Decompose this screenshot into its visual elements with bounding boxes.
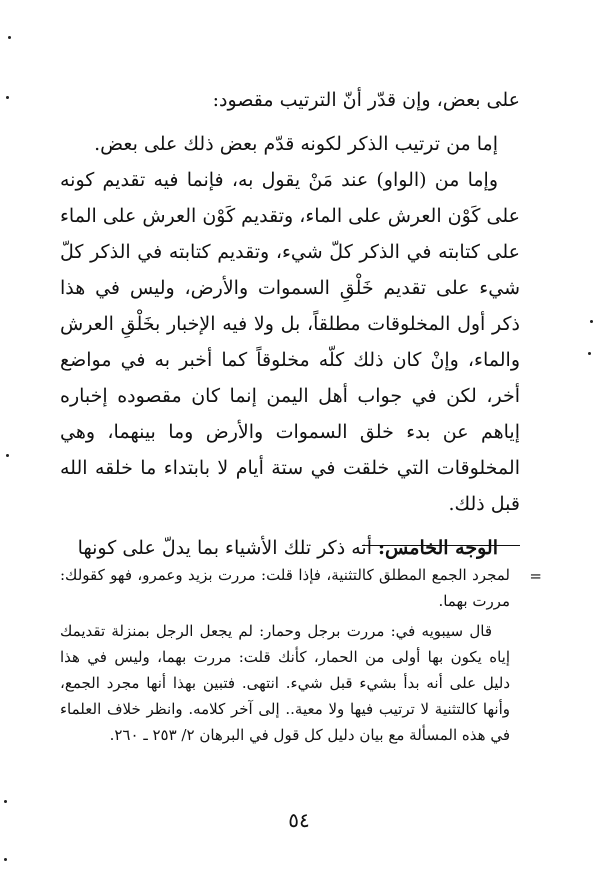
- scan-speck: [8, 36, 11, 39]
- section-heading-lead: الوجه الخامس:: [378, 537, 498, 559]
- scan-speck: [4, 800, 7, 803]
- body-paragraph: على بعض، وإن قدّر أنّ الترتيب مقصود:: [212, 89, 520, 111]
- scan-speck: [4, 858, 7, 861]
- main-body-text: [60, 82, 520, 566]
- footnote-continuation-mark: =: [529, 567, 542, 585]
- scan-speck: [590, 320, 593, 323]
- page-number: ٥٤: [288, 808, 310, 832]
- scan-speck: [588, 352, 591, 355]
- body-paragraph: إما من ترتيب الذكر لكونه قدّم بعض ذلك على بعض.: [94, 133, 498, 155]
- scan-speck: [6, 96, 9, 99]
- body-paragraph-text: أنه ذكر تلك الأشياء بما يدلّ على كونها: [77, 537, 379, 559]
- footnote-paragraph: لمجرد الجمع المطلق كالتثنية، فإذا قلت: مررت بزيد وعمرو، فهو كقولك: مررت بهما.: [60, 566, 510, 610]
- footnote-divider: [362, 545, 520, 546]
- scan-speck: [6, 454, 9, 457]
- footnotes-block: [60, 562, 510, 748]
- body-paragraph-final: [60, 530, 520, 566]
- body-paragraph: وإما من (الواو) عند مَنْ يقول به، فإنما فيه تقديم كونه على كَوْن العرش على الماء، وتقديم كَوْن العرش على الماء على كتابته في الذكر كلّ شيء، وتقديم كتابته في الذكر كلّ شيء على تقديم خَلْقِ السموات والأرض، وليس في هذا ذكر أول المخلوقات مطلقاً، بل ولا فيه الإخبار بخَلْقِ العرش والماء، وإنْ كان ذلك كلّه مخلوقاً كما أخبر به في مواضع أخر، لكن في جواب أهل اليمن إنما كان مقصوده إخباره إياهم عن بدء خلق السموات والأرض وما بينهما، وهي المخلوقات التي خلقت في ستة أيام لا بابتداء ما خلقه الله قبل ذلك.: [60, 169, 520, 515]
- footnote-paragraph: قال سيبويه في: مررت برجل وحمار: لم يجعل الرجل بمنزلة تقديمك إياه يكون بها أولى من الحمار، كأنك قلت: مررت بهما، وليس في هذا دليل على أنه بدأ بشيء قبل شيء. انتهى. فتبين بهذا أنها مجرد الجمع، وأنها كالتثنية لا ترتيب فيها ولا معية.. إلى آخر كلامه. وانظر خلاف العلماء في هذه المسألة مع بيان دليل كل قول في البرهان ٢/ ٢٥٣ ـ ٢٦٠.: [60, 622, 510, 744]
